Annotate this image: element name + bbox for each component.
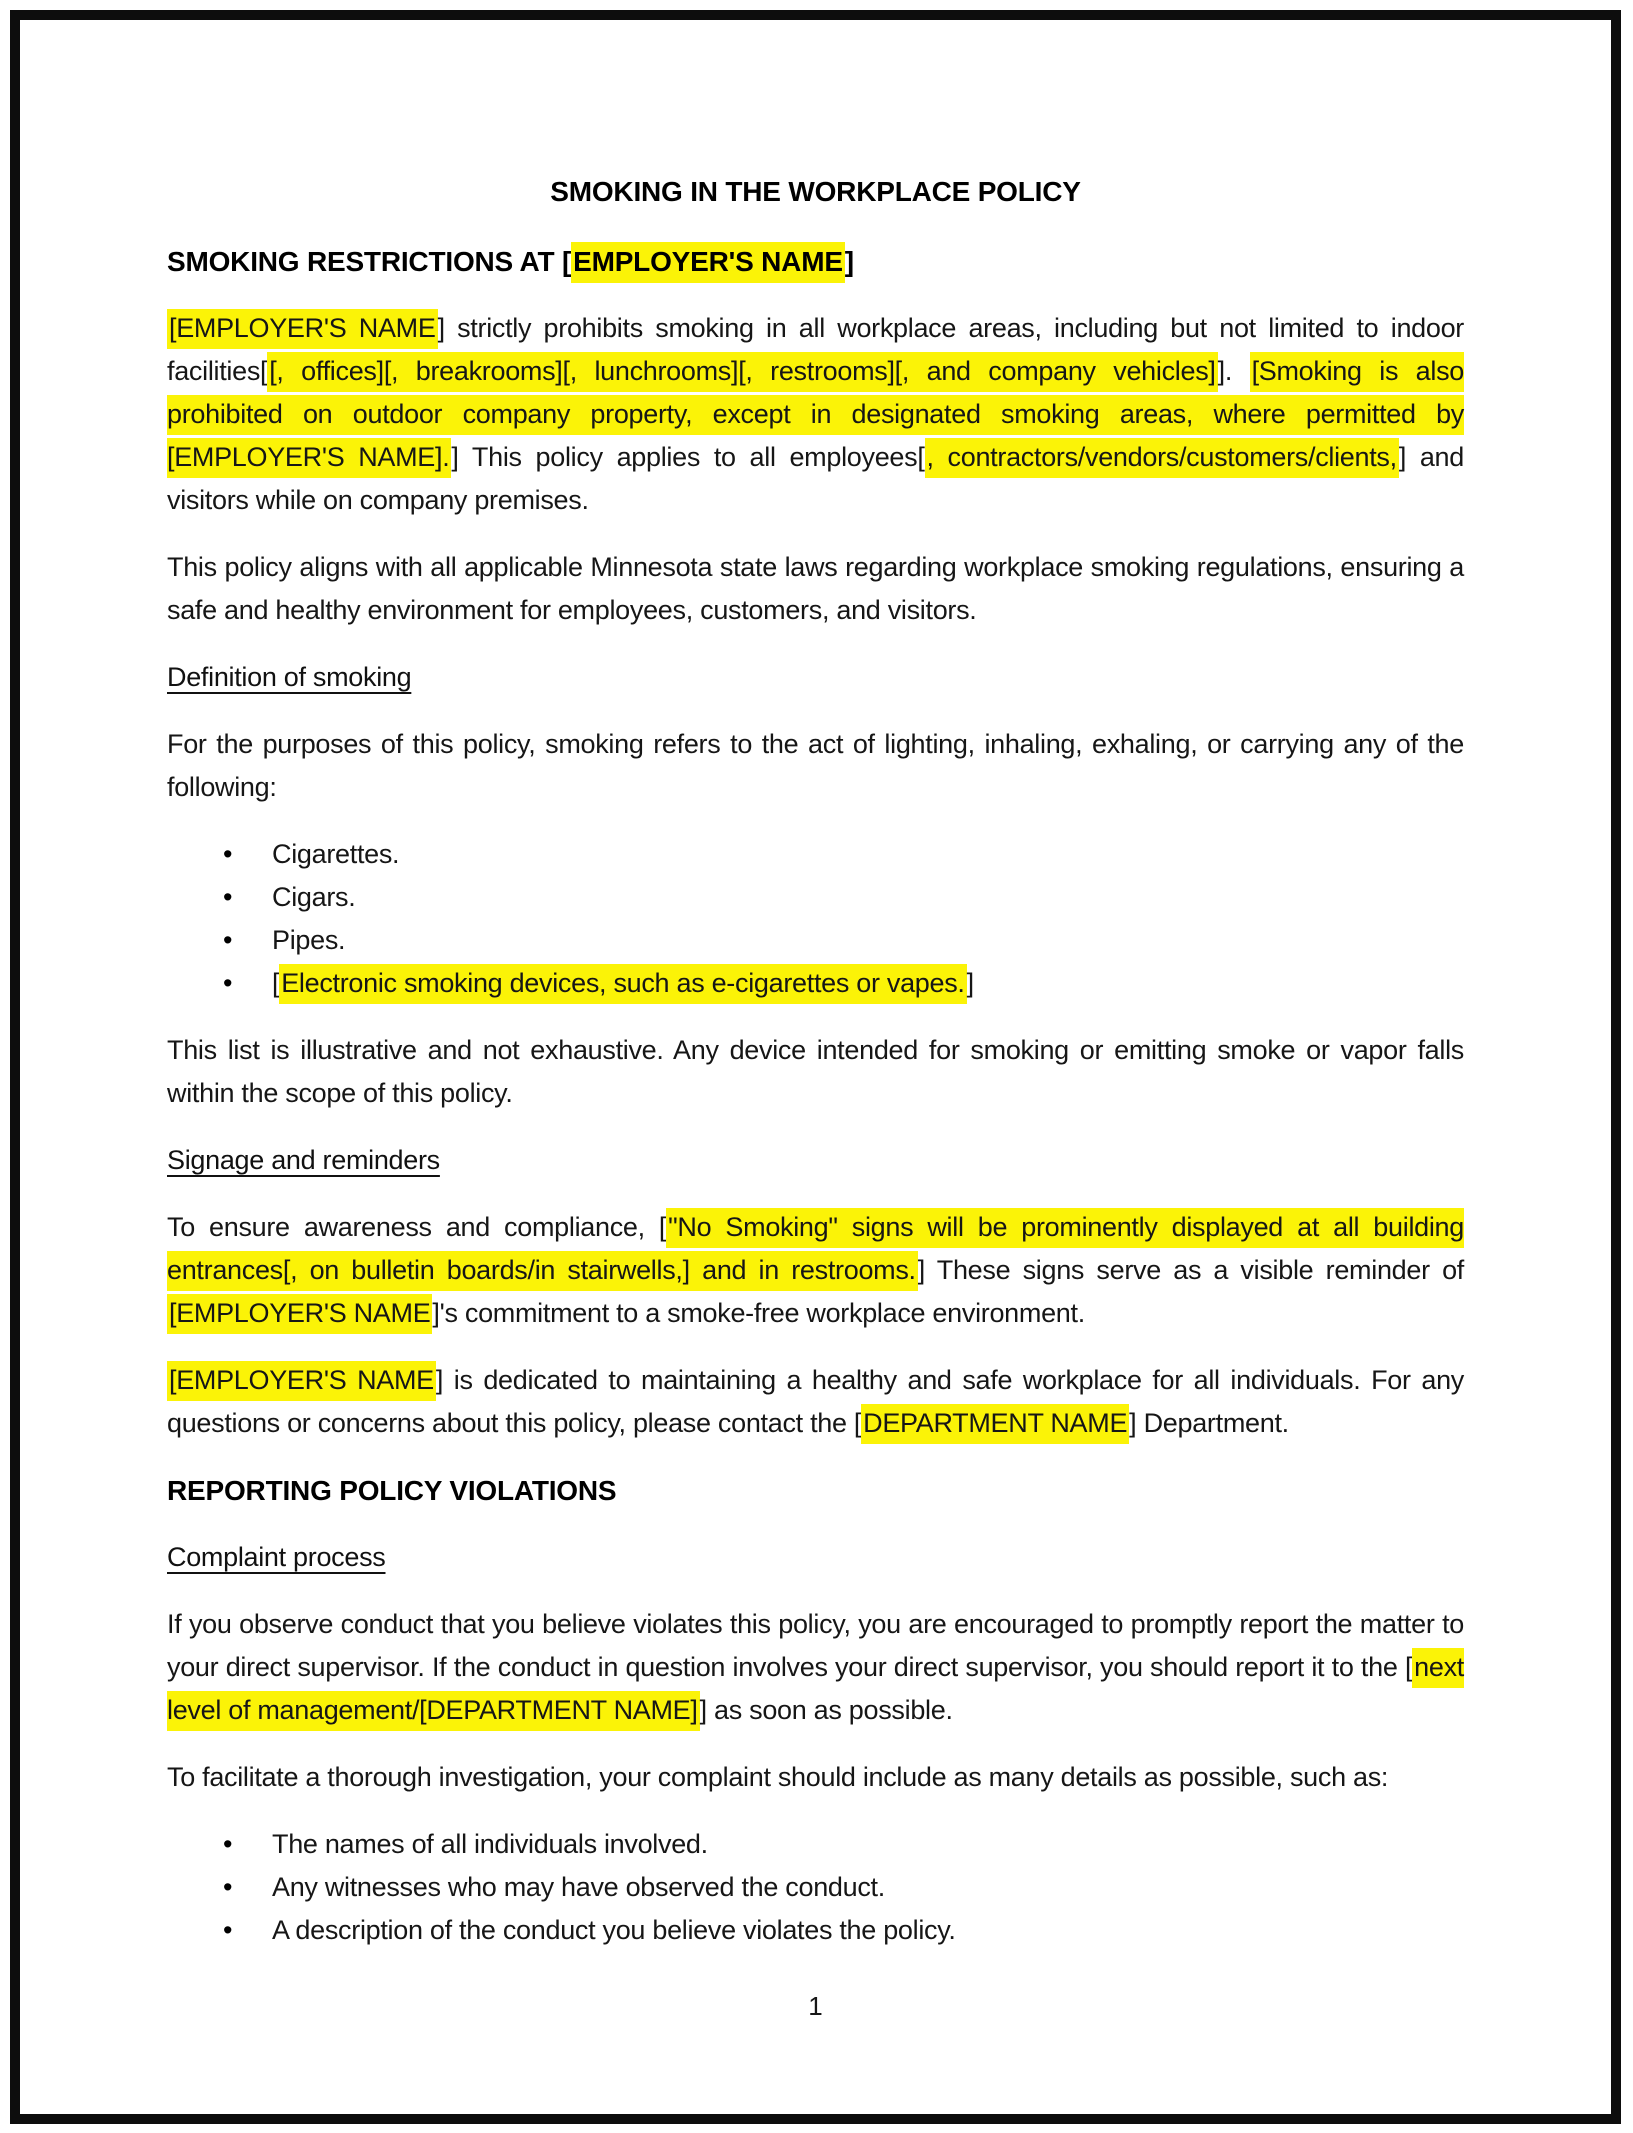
text-segment: ]'s commitment to a smoke-free workplace environment. bbox=[432, 1298, 1085, 1328]
bullet-icon: • bbox=[223, 882, 233, 912]
highlighted-placeholder: DEPARTMENT NAME bbox=[861, 1404, 1129, 1444]
paragraph-complaint-2: To facilitate a thorough investigation, your complaint should include as many details as possible, such as: bbox=[167, 1762, 1389, 1792]
text-segment: Cigars. bbox=[272, 882, 356, 912]
list-item-text bbox=[272, 1823, 1464, 1866]
bullet-icon: • bbox=[223, 1915, 233, 1945]
highlighted-placeholder: [EMPLOYER'S NAME bbox=[167, 1361, 436, 1401]
list-item bbox=[167, 962, 1464, 1005]
highlighted-placeholder: [EMPLOYER'S NAME bbox=[167, 309, 438, 349]
text-segment: ] strictly prohibits smoking in all workplace areas, including but not limited to indoor facilities[ bbox=[167, 313, 1464, 386]
list-item bbox=[167, 1909, 1464, 1952]
bullet-icon: • bbox=[223, 1872, 233, 1902]
page-border bbox=[10, 10, 1621, 2124]
paragraph-definition-outro: This list is illustrative and not exhaustive. Any device intended for smoking or emitting smoke or vapor falls within the scope of this policy. bbox=[167, 1035, 1464, 1108]
highlighted-placeholder: [Smoking is also prohibited on outdoor company property, except in designated smoking areas, where permitted by [EMPLOYER'S NAME]. bbox=[167, 352, 1464, 478]
paragraph-complaint-1 bbox=[167, 1603, 1464, 1732]
text-segment: Cigarettes. bbox=[272, 839, 400, 869]
list-item-text bbox=[272, 1866, 1464, 1909]
bullet-icon: • bbox=[223, 968, 233, 998]
list-item bbox=[167, 919, 1464, 962]
text-segment: SMOKING RESTRICTIONS AT [ bbox=[167, 246, 572, 277]
list-item-text bbox=[272, 962, 1464, 1005]
text-segment: The names of all individuals involved. bbox=[272, 1829, 708, 1859]
text-segment: ]. bbox=[1217, 356, 1250, 386]
page-number: 1 bbox=[808, 1991, 823, 2021]
smoking-devices-list bbox=[167, 833, 1464, 1005]
subheading-complaint-process: Complaint process bbox=[167, 1542, 386, 1572]
list-item-text bbox=[272, 876, 1464, 919]
text-segment: ] is dedicated to maintaining a healthy and safe workplace for all individuals. For any questions or concerns about this policy, please contact the [ bbox=[167, 1365, 1464, 1438]
paragraph-restrictions-1 bbox=[167, 307, 1464, 522]
highlighted-placeholder: , contractors/vendors/customers/clients, bbox=[925, 438, 1399, 478]
highlighted-placeholder: [, offices][, breakrooms][, lunchrooms][, restrooms][, and company vehicles] bbox=[267, 352, 1217, 392]
list-item bbox=[167, 876, 1464, 919]
subheading-definition-of-smoking: Definition of smoking bbox=[167, 662, 412, 692]
paragraph-restrictions-2: This policy aligns with all applicable Minnesota state laws regarding workplace smoking regulations, ensuring a safe and healthy environment for employees, customers, and visitors. bbox=[167, 552, 1464, 625]
text-segment: If you observe conduct that you believe violates this policy, you are encouraged to promptly report the matter to your direct supervisor. If the conduct in question involves your direct supervisor, you should report it to the [ bbox=[167, 1609, 1464, 1682]
document-content bbox=[167, 170, 1464, 1952]
paragraph-signage-2 bbox=[167, 1359, 1464, 1445]
text-segment: Any witnesses who may have observed the conduct. bbox=[272, 1872, 885, 1902]
text-segment: To ensure awareness and compliance, [ bbox=[167, 1212, 667, 1242]
highlighted-placeholder: EMPLOYER'S NAME bbox=[571, 242, 845, 283]
text-segment: A description of the conduct you believe violates the policy. bbox=[272, 1915, 956, 1945]
section-heading-reporting-violations: REPORTING POLICY VIOLATIONS bbox=[167, 1475, 617, 1506]
document-title: SMOKING IN THE WORKPLACE POLICY bbox=[550, 176, 1081, 207]
text-segment: ] bbox=[844, 246, 854, 277]
list-item-text bbox=[272, 833, 1464, 876]
highlighted-placeholder: "No Smoking" signs will be prominently displayed at all building entrances[, on bulletin boards/in stairwells,] and in restrooms. bbox=[167, 1208, 1464, 1291]
subheading-signage-and-reminders: Signage and reminders bbox=[167, 1145, 440, 1175]
text-segment: ] These signs serve as a visible reminder of bbox=[917, 1255, 1464, 1285]
section-heading-smoking-restrictions bbox=[167, 240, 1464, 283]
text-segment: ] and visitors while on company premises. bbox=[167, 442, 1464, 515]
text-segment: Pipes. bbox=[272, 925, 346, 955]
text-segment: [ bbox=[272, 968, 280, 998]
list-item bbox=[167, 1823, 1464, 1866]
text-segment: ] bbox=[966, 968, 974, 998]
highlighted-placeholder: next level of management/[DEPARTMENT NAME] bbox=[167, 1648, 1464, 1731]
paragraph-signage-1 bbox=[167, 1206, 1464, 1335]
complaint-details-list bbox=[167, 1823, 1464, 1952]
list-item-text bbox=[272, 919, 1464, 962]
list-item bbox=[167, 833, 1464, 876]
text-segment: ] Department. bbox=[1129, 1408, 1289, 1438]
list-item-text bbox=[272, 1909, 1464, 1952]
text-segment: ] This policy applies to all employees[ bbox=[451, 442, 925, 472]
highlighted-placeholder: [EMPLOYER'S NAME bbox=[167, 1294, 432, 1334]
bullet-icon: • bbox=[223, 839, 233, 869]
paragraph-definition-intro: For the purposes of this policy, smoking refers to the act of lighting, inhaling, exhaling, or carrying any of the following: bbox=[167, 729, 1464, 802]
text-segment: ] as soon as possible. bbox=[699, 1695, 953, 1725]
bullet-icon: • bbox=[223, 925, 233, 955]
bullet-icon: • bbox=[223, 1829, 233, 1859]
highlighted-placeholder: Electronic smoking devices, such as e-cigarettes or vapes. bbox=[279, 964, 966, 1004]
list-item bbox=[167, 1866, 1464, 1909]
